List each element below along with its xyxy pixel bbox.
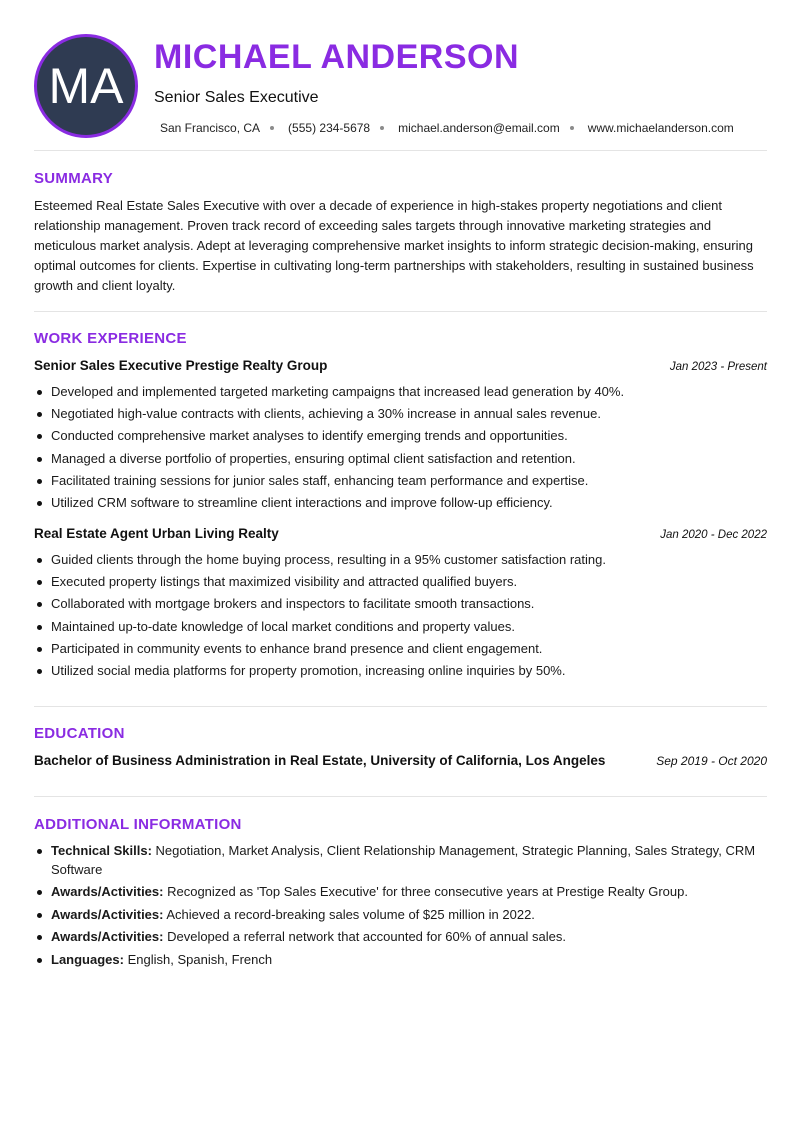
item-text: Recognized as 'Top Sales Executive' for three consecutive years at Prestige Realty Group. [167,884,688,899]
list-item: Developed and implemented targeted marketing campaigns that increased lead generation by 40%. [34,381,767,403]
job-bullets [34,381,767,514]
list-item: Negotiated high-value contracts with clients, achieving a 30% increase in annual sales revenue. [34,403,767,425]
list-item: Guided clients through the home buying process, resulting in a 95% customer satisfaction rating. [34,549,767,571]
list-item: Participated in community events to enhance brand presence and client engagement. [34,638,767,660]
contact-location: San Francisco, CA [160,121,261,135]
list-item: Facilitated training sessions for junior sales staff, enhancing team performance and expertise. [34,470,767,492]
list-item [34,883,767,902]
list-item [34,951,767,970]
contact-email[interactable]: michael.anderson@email.com [398,121,560,135]
dot-separator-icon [380,126,384,130]
item-label: Technical Skills: [51,843,152,858]
item-label: Languages: [51,951,124,967]
list-item: Utilized social media platforms for property promotion, increasing online inquiries by 50%. [34,660,767,682]
contact-line [160,121,734,135]
summary-heading: SUMMARY [34,170,114,187]
section-divider [34,311,767,312]
contact-website[interactable]: www.michaelanderson.com [587,121,734,135]
degree-date: Sep 2019 - Oct 2020 [656,754,767,768]
section-divider [34,706,767,707]
item-text: Achieved a record-breaking sales volume of $25 million in 2022. [166,906,535,922]
additional-heading: ADDITIONAL INFORMATION [34,816,242,833]
job-header [34,358,767,373]
item-text: English, Spanish, French [127,951,273,967]
item-text: Developed a referral network that accounted for 60% of annual sales. [167,929,566,944]
avatar-initials: MA [48,58,124,114]
list-item: Conducted comprehensive market analyses to identify emerging trends and opportunities. [34,425,767,447]
job-title: Senior Sales Executive Prestige Realty Group [34,358,328,373]
list-item: Collaborated with mortgage brokers and inspectors to facilitate smooth transactions. [34,593,767,615]
experience-heading: WORK EXPERIENCE [34,330,187,347]
item-text: Negotiation, Market Analysis, Client Relationship Management, Strategic Planning, Sales Strategy, CRM Software [51,843,756,877]
avatar [34,34,138,138]
item-label: Awards/Activities: [51,884,164,899]
education-heading: EDUCATION [34,725,125,742]
list-item [34,906,767,925]
item-label: Awards/Activities: [51,906,164,922]
job-date: Jan 2020 - Dec 2022 [660,529,767,541]
summary-text: Esteemed Real Estate Sales Executive with over a decade of experience in high-stakes property negotiations and client relationship management. Proven track record of exceeding sales targets through innovative marketing strategies and meticulous market analysis. Adept at leveraging comprehensive market insights to inform strategic decision-making, ensuring optimal outcomes for clients. Expertise in cultivating long-term partnerships with stakeholders, resulting in sustained business growth and client loyalty. [34,198,754,293]
list-item [34,928,767,947]
job-bullets [34,549,767,682]
item-label: Awards/Activities: [51,929,164,944]
resume-header [0,0,800,150]
job-date: Jan 2023 - Present [669,361,767,373]
section-divider [34,150,767,151]
dot-separator-icon [270,126,274,130]
degree-title: Bachelor of Business Administration in Real Estate, University of California, Los Angeles [34,753,606,768]
list-item: Utilized CRM software to streamline client interactions and improve follow-up efficiency. [34,492,767,514]
candidate-name: MICHAEL ANDERSON [154,38,520,76]
candidate-role: Senior Sales Executive [154,89,319,106]
list-item: Executed property listings that maximized visibility and attracted qualified buyers. [34,571,767,593]
job-title: Real Estate Agent Urban Living Realty [34,526,279,541]
list-item [34,842,767,879]
job-header [34,526,767,541]
additional-list [34,842,767,973]
section-divider [34,796,767,797]
list-item: Maintained up-to-date knowledge of local market conditions and property values. [34,616,767,638]
education-entry [34,753,767,768]
dot-separator-icon [570,126,574,130]
contact-phone: (555) 234-5678 [288,121,371,135]
list-item: Managed a diverse portfolio of properties, ensuring optimal client satisfaction and retention. [34,448,767,470]
